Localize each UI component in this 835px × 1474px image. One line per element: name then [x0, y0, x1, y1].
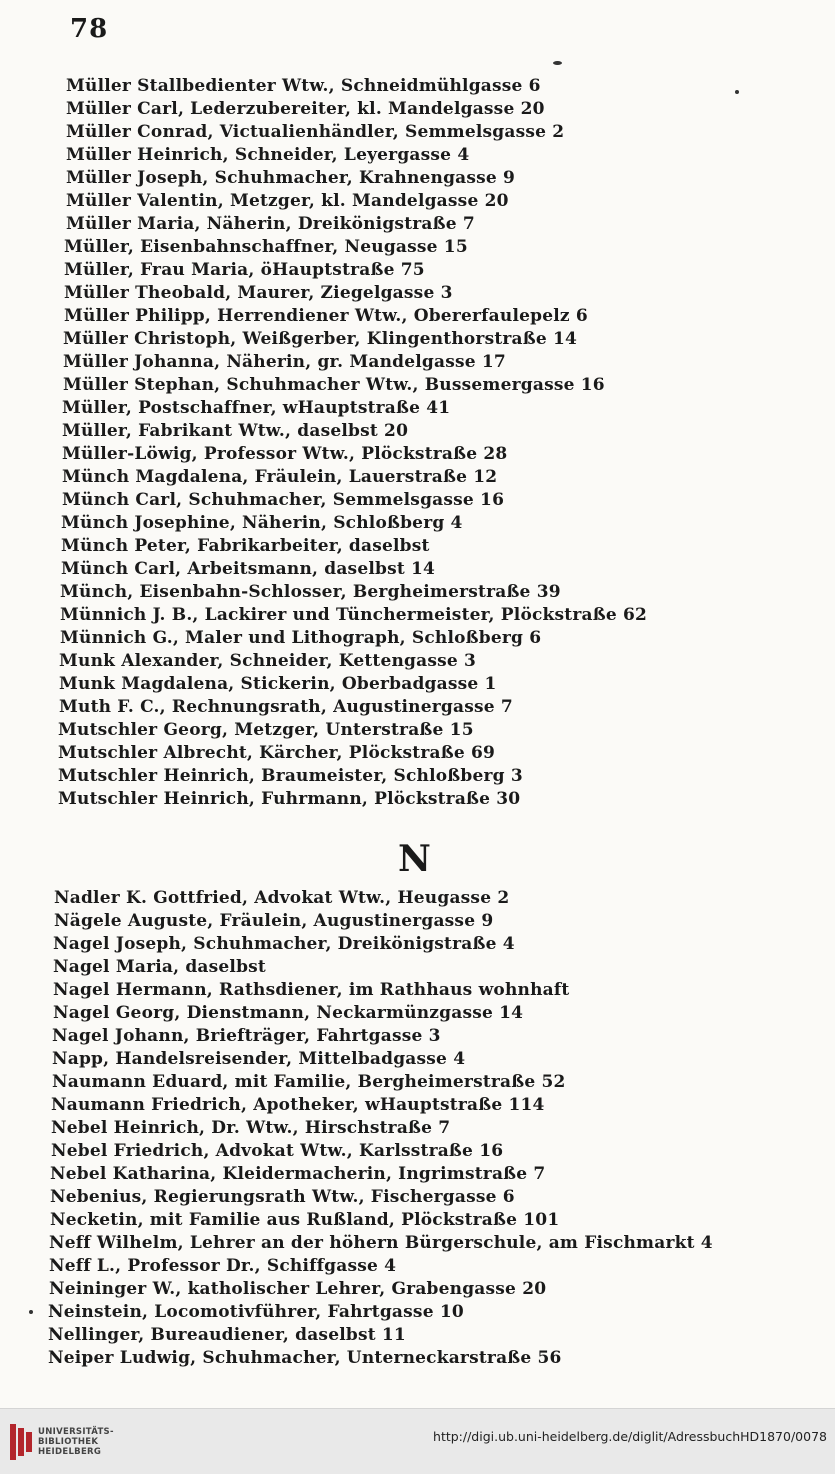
entry-m-8: Müller, Eisenbahnschaffner, Neugasse 15 [64, 237, 468, 257]
entry-m-22: Münch Carl, Arbeitsmann, daselbst 14 [61, 559, 436, 579]
entry-m-7: Müller Maria, Näherin, Dreikönigstraße 7 [66, 214, 475, 234]
entry-m-2: Müller Carl, Lederzubereiter, kl. Mandelgasse 20 [66, 99, 545, 119]
entry-n-13: Nebel Katharina, Kleidermacherin, Ingrimstraße 7 [50, 1164, 546, 1184]
entry-m-30: Mutschler Albrecht, Kärcher, Plöckstraße 69 [58, 743, 496, 763]
ink-speck [735, 90, 739, 94]
logo-line-2: BIBLIOTHEK [38, 1437, 99, 1447]
entry-n-14: Nebenius, Regierungsrath Wtw., Fischergasse 6 [50, 1187, 515, 1207]
entry-n-3: Nagel Joseph, Schuhmacher, Dreikönigstraße 4 [53, 934, 515, 954]
library-logo[interactable] [10, 1421, 114, 1463]
entry-n-2: Nägele Auguste, Fräulein, Augustinergasse 9 [54, 911, 494, 931]
entry-n-5: Nagel Hermann, Rathsdiener, im Rathhaus wohnhaft [53, 980, 570, 1000]
entry-m-23: Münch, Eisenbahn-Schlosser, Bergheimerstraße 39 [60, 582, 561, 602]
entry-m-17: Müller-Löwig, Professor Wtw., Plöckstraße 28 [62, 444, 508, 464]
page-url[interactable]: http://digi.ub.uni-heidelberg.de/diglit/AdressbuchHD1870/0078 [433, 1429, 827, 1444]
entry-m-24: Münnich J. B., Lackirer und Tünchermeister, Plöckstraße 62 [60, 605, 648, 625]
entry-m-31: Mutschler Heinrich, Braumeister, Schloßberg 3 [58, 766, 523, 786]
ink-speck [553, 61, 562, 65]
entry-n-7: Nagel Johann, Briefträger, Fahrtgasse 3 [52, 1026, 441, 1046]
entry-n-21: Neiper Ludwig, Schuhmacher, Unterneckarstraße 56 [48, 1348, 562, 1368]
entry-m-16: Müller, Fabrikant Wtw., daselbst 20 [62, 421, 409, 441]
entry-n-18: Neininger W., katholischer Lehrer, Grabengasse 20 [49, 1279, 547, 1299]
entry-m-5: Müller Joseph, Schuhmacher, Krahnengasse 9 [66, 168, 516, 188]
entry-n-19: Neinstein, Locomotivführer, Fahrtgasse 10 [48, 1302, 464, 1322]
entry-m-19: Münch Carl, Schuhmacher, Semmelsgasse 16 [62, 490, 505, 510]
entry-m-21: Münch Peter, Fabrikarbeiter, daselbst [61, 536, 430, 556]
entry-m-26: Munk Alexander, Schneider, Kettengasse 3 [59, 651, 477, 671]
entry-m-12: Müller Christoph, Weißgerber, Klingenthorstraße 14 [63, 329, 578, 349]
entry-n-6: Nagel Georg, Dienstmann, Neckarmünzgasse 14 [53, 1003, 524, 1023]
entry-n-20: Nellinger, Bureaudiener, daselbst 11 [48, 1325, 406, 1345]
entry-m-1: Müller Stallbedienter Wtw., Schneidmühlgasse 6 [66, 76, 541, 96]
logo-line-1: UNIVERSITÄTS- [38, 1427, 114, 1437]
entry-m-15: Müller, Postschaffner, wHauptstraße 41 [62, 398, 451, 418]
entry-n-15: Necketin, mit Familie aus Rußland, Plöckstraße 101 [50, 1210, 560, 1230]
entry-m-11: Müller Philipp, Herrendiener Wtw., Obererfaulepelz 6 [64, 306, 588, 326]
entry-n-8: Napp, Handelsreisender, Mittelbadgasse 4 [52, 1049, 466, 1069]
library-logo-mark-icon [10, 1424, 32, 1460]
entry-m-10: Müller Theobald, Maurer, Ziegelgasse 3 [64, 283, 453, 303]
entry-m-20: Münch Josephine, Näherin, Schloßberg 4 [61, 513, 463, 533]
entry-n-11: Nebel Heinrich, Dr. Wtw., Hirschstraße 7 [51, 1118, 451, 1138]
entry-m-18: Münch Magdalena, Fräulein, Lauerstraße 12 [62, 467, 498, 487]
entry-m-13: Müller Johanna, Näherin, gr. Mandelgasse 17 [63, 352, 506, 372]
page-number: 78 [70, 14, 109, 44]
viewer-footer [0, 1408, 835, 1474]
entry-m-28: Muth F. C., Rechnungsrath, Augustinergasse 7 [59, 697, 513, 717]
entry-n-10: Naumann Friedrich, Apotheker, wHauptstraße 114 [51, 1095, 545, 1115]
entry-n-16: Neff Wilhelm, Lehrer an der höhern Bürgerschule, am Fischmarkt 4 [49, 1233, 713, 1253]
entry-n-17: Neff L., Professor Dr., Schiffgasse 4 [49, 1256, 397, 1276]
entry-m-3: Müller Conrad, Victualienhändler, Semmelsgasse 2 [66, 122, 565, 142]
entry-m-29: Mutschler Georg, Metzger, Unterstraße 15 [58, 720, 474, 740]
entry-m-9: Müller, Frau Maria, öHauptstraße 75 [64, 260, 425, 280]
entry-m-32: Mutschler Heinrich, Fuhrmann, Plöckstraße 30 [58, 789, 521, 809]
section-letter: N [398, 838, 431, 880]
entry-m-6: Müller Valentin, Metzger, kl. Mandelgasse 20 [66, 191, 509, 211]
ink-speck [29, 1310, 33, 1314]
entry-n-9: Naumann Eduard, mit Familie, Bergheimerstraße 52 [52, 1072, 566, 1092]
entry-m-25: Münnich G., Maler und Lithograph, Schloßberg 6 [60, 628, 542, 648]
library-logo-text [38, 1427, 114, 1457]
entry-m-14: Müller Stephan, Schuhmacher Wtw., Bussemergasse 16 [63, 375, 605, 395]
logo-line-3: HEIDELBERG [38, 1447, 102, 1457]
entry-m-4: Müller Heinrich, Schneider, Leyergasse 4 [66, 145, 470, 165]
entry-n-1: Nadler K. Gottfried, Advokat Wtw., Heugasse 2 [54, 888, 510, 908]
entry-n-12: Nebel Friedrich, Advokat Wtw., Karlsstraße 16 [51, 1141, 504, 1161]
entry-n-4: Nagel Maria, daselbst [53, 957, 266, 977]
entry-m-27: Munk Magdalena, Stickerin, Oberbadgasse 1 [59, 674, 497, 694]
